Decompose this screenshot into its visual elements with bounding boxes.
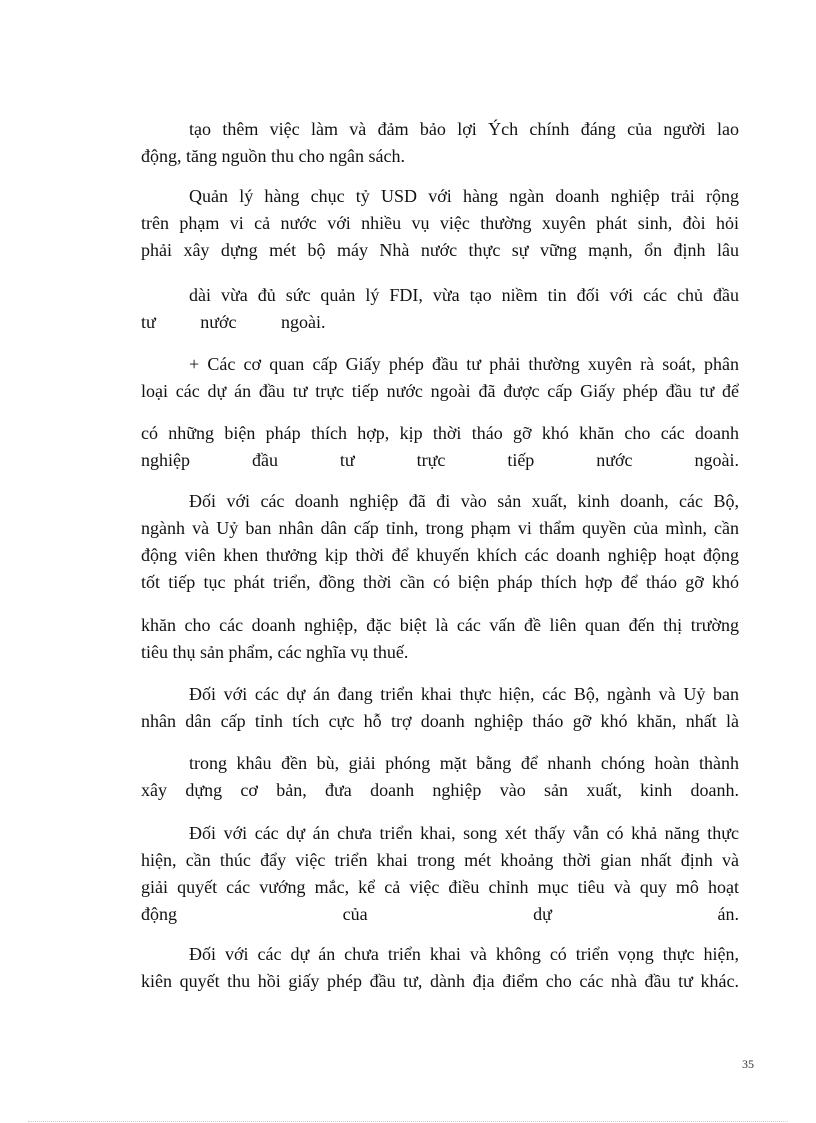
text-line: trong khâu đền bù, giải phóng mặt bằng để nhanh chóng hoàn thành	[189, 753, 739, 773]
text-line: loại các dự án đầu tư trực tiếp nước ngoài đã được cấp Giấy phép đầu tư để	[141, 381, 739, 401]
text-line: nghiệp đầu tư trực tiếp nước ngoài.	[141, 450, 739, 470]
text-line: Đối với các dự án đang triển khai thực hiện, các Bộ, ngành và Uỷ ban	[189, 684, 739, 704]
text-line: ngành và Uỷ ban nhân dân cấp tỉnh, trong phạm vi thẩm quyền của mình, cần	[141, 518, 739, 538]
text-line: Đối với các dự án chưa triển khai, song xét thấy vẫn có khả năng thực	[189, 823, 739, 843]
text-line: dài vừa đủ sức quản lý FDI, vừa tạo niềm tin đối với các chủ đầu	[189, 285, 739, 305]
page-number: 35	[742, 1057, 754, 1071]
text-line: có những biện pháp thích hợp, kịp thời tháo gỡ khó khăn cho các doanh	[141, 423, 739, 443]
text-line: kiên quyết thu hồi giấy phép đầu tư, dành địa điểm cho các nhà đầu tư khác.	[141, 971, 739, 991]
page-bottom-divider	[28, 1121, 788, 1122]
text-line: động viên khen thưởng kịp thời để khuyến khích các doanh nghiệp hoạt động	[141, 545, 739, 565]
text-line: hiện, cần thúc đẩy việc triển khai trong mét khoảng thời gian nhất định và	[141, 850, 739, 870]
text-line: Đối với các dự án chưa triển khai và không có triển vọng thực hiện,	[189, 944, 739, 964]
text-line: tốt tiếp tục phát triển, đồng thời cần có biện pháp thích hợp để tháo gỡ khó	[141, 572, 739, 592]
text-line: giải quyết các vướng mắc, kể cả việc điều chỉnh mục tiêu và quy mô hoạt	[141, 877, 739, 897]
text-line: động, tăng nguồn thu cho ngân sách.	[141, 146, 405, 166]
text-line: Quản lý hàng chục tỷ USD với hàng ngàn doanh nghiệp trải rộng	[189, 186, 739, 206]
text-line: nhân dân cấp tỉnh tích cực hỗ trợ doanh nghiệp tháo gỡ khó khăn, nhất là	[141, 711, 739, 731]
text-line: động của dự án.	[141, 904, 739, 924]
text-line: Đối với các doanh nghiệp đã đi vào sản xuất, kinh doanh, các Bộ,	[189, 491, 739, 511]
text-line: + Các cơ quan cấp Giấy phép đầu tư phải thường xuyên rà soát, phân	[189, 354, 739, 374]
text-line: trên phạm vi cả nước với nhiều vụ việc thường xuyên phát sinh, đòi hỏi	[141, 213, 739, 233]
text-line: tiêu thụ sản phẩm, các nghĩa vụ thuế.	[141, 642, 409, 662]
text-line: tư nước ngoài.	[141, 312, 326, 332]
text-line: xây dựng cơ bản, đưa doanh nghiệp vào sản xuất, kinh doanh.	[141, 780, 739, 800]
text-line: tạo thêm việc làm và đảm bảo lợi Ých chính đáng của người lao	[189, 119, 739, 139]
text-line: khăn cho các doanh nghiệp, đặc biệt là các vấn đề liên quan đến thị trường	[141, 615, 739, 635]
text-line: phải xây dựng mét bộ máy Nhà nước thực sự vững mạnh, ổn định lâu	[141, 240, 739, 260]
